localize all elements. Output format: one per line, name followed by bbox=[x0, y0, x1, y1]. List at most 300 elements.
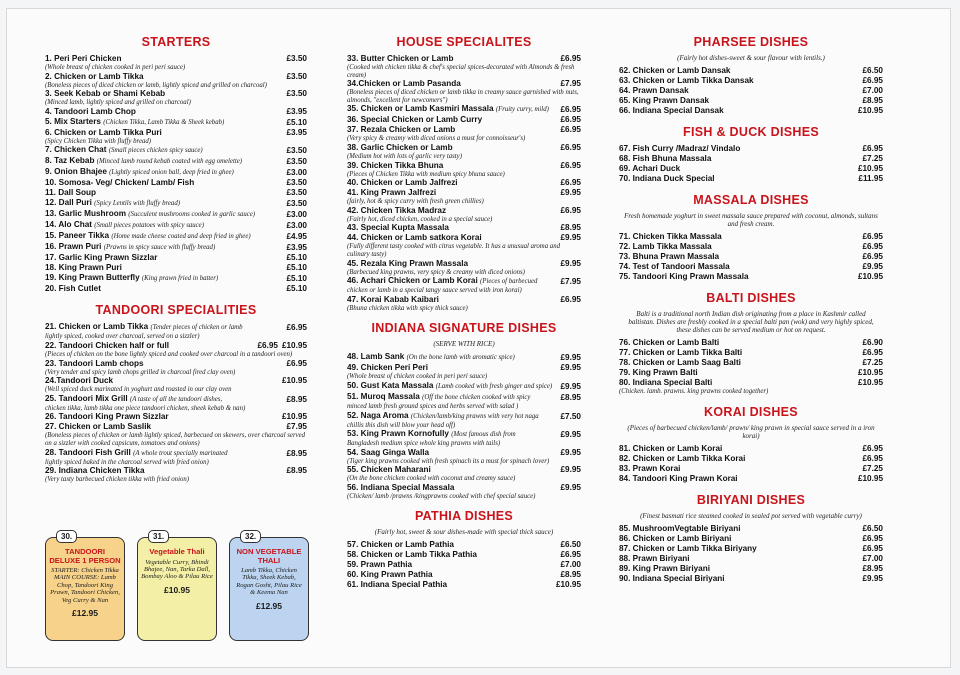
menu-item bbox=[45, 242, 307, 253]
menu-item-inline-desc: (Spicy Lentils with fluffy bread) bbox=[94, 200, 180, 208]
menu-item bbox=[45, 107, 307, 117]
menu-item-heading bbox=[45, 322, 243, 333]
menu-item-name: 6. Chicken or Lamb Tikka Puri bbox=[45, 127, 162, 137]
menu-item-name: 87. Chicken or Lamb Tikka Biriyany bbox=[619, 543, 757, 553]
menu-item-row bbox=[619, 154, 883, 164]
menu-item-heading bbox=[45, 145, 203, 156]
menu-item-prices bbox=[854, 174, 883, 184]
menu-item-price: £8.95 bbox=[286, 394, 307, 404]
menu-item bbox=[619, 358, 883, 368]
menu-item-prices bbox=[283, 221, 308, 231]
menu-item-row bbox=[45, 117, 307, 128]
menu-item-row bbox=[45, 448, 307, 459]
menu-item-price: £6.90 bbox=[862, 338, 883, 347]
menu-item-row bbox=[347, 259, 581, 269]
menu-item-heading bbox=[45, 359, 144, 369]
menu-item-prices bbox=[283, 263, 308, 273]
menu-item-heading bbox=[347, 178, 458, 188]
menu-item bbox=[347, 178, 581, 188]
menu-item-prices bbox=[283, 284, 308, 294]
menu-item-price: £8.95 bbox=[286, 466, 307, 476]
menu-item-inline-desc: (King prawn fried in batter) bbox=[141, 275, 219, 283]
menu-item-description: (Minced lamb, lightly spiced and grilled on charcoal) bbox=[45, 99, 191, 107]
menu-item-price: £6.95 bbox=[560, 294, 581, 304]
menu-item-price: £6.95 bbox=[286, 358, 307, 368]
menu-item-price: £6.50 bbox=[862, 523, 883, 533]
menu-item-prices bbox=[859, 154, 884, 164]
menu-item-inline-desc: (Tender pieces of chicken or lamb bbox=[150, 324, 243, 332]
thali-number: 31. bbox=[148, 530, 169, 543]
menu-item-price: £6.95 bbox=[560, 160, 581, 170]
menu-item-row bbox=[45, 231, 307, 242]
menu-item bbox=[347, 259, 581, 277]
menu-item-row bbox=[619, 96, 883, 106]
menu-item-heading bbox=[45, 242, 215, 253]
menu-item-price: £10.95 bbox=[857, 473, 883, 483]
menu-item-price: £10.95 bbox=[281, 412, 307, 422]
menu-item-heading bbox=[619, 444, 722, 454]
menu-item-name: 66. Indiana Special Dansak bbox=[619, 106, 724, 115]
menu-item-prices bbox=[557, 295, 582, 305]
menu-item-row bbox=[45, 253, 307, 263]
menu-item-description: (Whole breast of chicken cooked in peri peri sauce) bbox=[45, 64, 186, 71]
menu-item-inline-desc: (Home made cheese coated and deep fried in ghee) bbox=[111, 233, 251, 241]
menu-item bbox=[619, 164, 883, 174]
menu-item-name: 68. Fish Bhuna Massala bbox=[619, 154, 712, 163]
menu-item-description: Bangladesh medium spice whole king prawns with tails) bbox=[347, 440, 501, 448]
menu-item bbox=[619, 96, 883, 106]
menu-item-row bbox=[619, 272, 883, 282]
menu-item-prices bbox=[283, 449, 308, 459]
menu-item-prices bbox=[283, 89, 308, 99]
menu-item bbox=[347, 223, 581, 233]
menu-item-prices bbox=[859, 76, 884, 86]
menu-item-price: £6.95 bbox=[862, 533, 883, 543]
menu-item-row bbox=[619, 464, 883, 474]
menu-item-heading bbox=[619, 564, 710, 574]
menu-item-name: 47. Korai Kabab Kaibari bbox=[347, 294, 439, 304]
menu-item-heading bbox=[619, 534, 731, 544]
menu-item-row bbox=[45, 128, 307, 138]
menu-item-heading bbox=[45, 448, 228, 459]
menu-item bbox=[619, 378, 883, 388]
menu-item-heading bbox=[347, 259, 468, 269]
menu-item-description: (Fully different tasty cooked with citrus vegetable. It has a unusual aroma and culinary tasty) bbox=[347, 243, 560, 258]
menu-item-row bbox=[619, 164, 883, 174]
menu-item-description: (Barbecued king prawns, very spicy & creamy with diced onions) bbox=[347, 268, 525, 276]
starters-list bbox=[45, 54, 307, 294]
menu-item bbox=[619, 174, 883, 184]
menu-item-price: £9.95 bbox=[560, 447, 581, 457]
menu-item-prices bbox=[283, 157, 308, 167]
menu-item-prices bbox=[557, 259, 582, 269]
menu-item-prices bbox=[557, 143, 582, 153]
menu-item-heading bbox=[347, 465, 431, 475]
menu-item-inline-desc: (Lamb cooked with fresh ginger and spice) bbox=[435, 382, 553, 390]
menu-item bbox=[45, 448, 307, 467]
menu-item-price: £6.95 bbox=[862, 453, 883, 463]
menu-item-prices bbox=[859, 348, 884, 358]
menu-item bbox=[619, 574, 883, 584]
menu-item-name: 45. Rezala King Prawn Massala bbox=[347, 258, 469, 268]
menu-item-price: £3.50 bbox=[286, 146, 307, 156]
menu-item bbox=[45, 359, 307, 377]
menu-item-prices bbox=[859, 544, 884, 554]
menu-item-row bbox=[347, 104, 581, 115]
menu-item-heading bbox=[619, 338, 719, 348]
menu-item-row bbox=[619, 86, 883, 96]
menu-item-row bbox=[619, 66, 883, 76]
menu-item bbox=[347, 188, 581, 206]
menu-item-heading bbox=[619, 358, 741, 368]
menu-item-row bbox=[619, 444, 883, 454]
menu-item-prices bbox=[557, 550, 582, 560]
section-title-korai: KORAI DISHES bbox=[704, 404, 798, 419]
menu-item-name: 74. Test of Tandoori Massala bbox=[619, 262, 730, 271]
menu-item-name: 46. Achari Chicken or Lamb Korai bbox=[347, 276, 478, 286]
thali-box-32 bbox=[229, 532, 309, 641]
menu-item-prices bbox=[283, 359, 308, 369]
menu-item-heading bbox=[347, 429, 516, 440]
menu-item-heading bbox=[347, 363, 428, 373]
menu-item bbox=[45, 89, 307, 107]
menu-item-prices bbox=[557, 125, 582, 135]
menu-item-name: 5. Mix Starters bbox=[45, 116, 101, 126]
menu-item-row bbox=[347, 276, 581, 287]
menu-item bbox=[45, 198, 307, 209]
menu-item-description: (Boneless pieces of diced chicken or lamb tikka in creamy sauce garnished with nuts, almonds, "excellent for newcomers") bbox=[347, 89, 579, 104]
menu-item-price: £10.95 bbox=[857, 368, 883, 377]
menu-item-name: 7. Chicken Chat bbox=[45, 145, 107, 155]
thali-price: £12.95 bbox=[256, 600, 282, 611]
menu-item-price: £3.50 bbox=[286, 71, 307, 81]
menu-item-name: 40. Chicken or Lamb Jalfrezi bbox=[347, 178, 458, 188]
menu-item-row bbox=[45, 412, 307, 422]
menu-item-name: 70. Indiana Duck Special bbox=[619, 174, 715, 183]
menu-item-description: (Cooked with chicken tikka & chef's special spices-decorated with Almonds & fresh cream) bbox=[347, 64, 575, 79]
menu-item-name: 56. Indiana Special Massala bbox=[347, 482, 455, 492]
menu-item-name: 44. Chicken or Lamb satkora Korai bbox=[347, 233, 482, 243]
thali-number: 30. bbox=[56, 530, 77, 543]
menu-item-price: £6.95 bbox=[560, 54, 581, 63]
menu-item-name: 53. King Prawn Kornofully bbox=[347, 429, 449, 439]
menu-item-price: £3.00 bbox=[286, 168, 307, 178]
menu-item-description: (Boneless pieces of chicken or lamb lightly spiced, barbecued on skewers, over charcoal served on a sizzler with cooked capsicum, tomatoes and onions) bbox=[45, 432, 306, 447]
menu-item-prices bbox=[283, 168, 308, 178]
menu-item-price: £8.95 bbox=[286, 448, 307, 458]
menu-item-prices bbox=[283, 323, 308, 333]
menu-item-price: £9.95 bbox=[862, 262, 883, 271]
menu-item-heading bbox=[45, 54, 121, 64]
indiana-list bbox=[347, 352, 581, 500]
menu-item-prices bbox=[859, 66, 884, 76]
menu-item-heading bbox=[45, 156, 242, 167]
menu-item-price: £9.95 bbox=[560, 430, 581, 440]
menu-item-prices bbox=[557, 483, 582, 493]
menu-item-row bbox=[347, 483, 581, 493]
menu-item-row bbox=[347, 295, 581, 305]
menu-item-price: £10.95 bbox=[857, 106, 883, 115]
menu-item bbox=[619, 242, 883, 252]
section-subtitle-pathia: (Fairly hot, sweet & sour dishes-made with special thick sauce) bbox=[374, 528, 554, 537]
menu-item-name: 77. Chicken or Lamb Tikka Balti bbox=[619, 348, 743, 357]
menu-item bbox=[619, 544, 883, 554]
menu-item-description: chillis this dish will blow your head off) bbox=[347, 421, 456, 429]
menu-item-heading bbox=[45, 178, 194, 188]
menu-item bbox=[347, 54, 581, 79]
menu-item-price: £9.95 bbox=[560, 381, 581, 391]
menu-item-heading bbox=[45, 284, 101, 294]
menu-item-name: 8. Taz Kebab bbox=[45, 156, 95, 166]
menu-item-price: £7.00 bbox=[862, 86, 883, 95]
menu-item-name: 28. Tandoori Fish Grill bbox=[45, 447, 131, 457]
menu-item-prices bbox=[557, 560, 582, 570]
menu-item-name: 67. Fish Curry /Madraz/ Vindalo bbox=[619, 144, 741, 153]
menu-item-prices bbox=[859, 144, 884, 154]
menu-item-prices bbox=[283, 72, 308, 82]
menu-item-price: £8.95 bbox=[560, 392, 581, 402]
menu-item-price: £9.95 bbox=[560, 188, 581, 198]
menu-item-price: £7.95 bbox=[560, 79, 581, 89]
menu-item-row bbox=[347, 223, 581, 233]
menu-item-price: £9.95 bbox=[560, 465, 581, 475]
menu-item-inline-desc: (Off the bone chicken cooked with spicy bbox=[422, 393, 531, 401]
menu-item-heading bbox=[619, 66, 730, 76]
menu-item bbox=[347, 161, 581, 179]
menu-item-heading bbox=[347, 79, 461, 89]
menu-item-price: £5.10 bbox=[286, 117, 307, 127]
menu-item bbox=[619, 534, 883, 544]
menu-item bbox=[347, 540, 581, 550]
menu-item-row bbox=[619, 378, 883, 388]
menu-item-prices bbox=[283, 253, 308, 263]
menu-item bbox=[619, 144, 883, 154]
menu-item-inline-desc: (Succulent mushrooms cooked in garlic sauce) bbox=[128, 211, 256, 219]
menu-item-heading bbox=[619, 554, 690, 564]
menu-item bbox=[347, 115, 581, 125]
menu-item-row bbox=[619, 106, 883, 116]
menu-item-prices bbox=[283, 178, 308, 188]
menu-item-price: £5.10 bbox=[286, 284, 307, 294]
menu-item-row bbox=[45, 198, 307, 209]
menu-item-prices bbox=[557, 206, 582, 216]
menu-item bbox=[619, 106, 883, 116]
menu-item-prices bbox=[283, 243, 308, 253]
menu-item-price: £7.00 bbox=[560, 560, 581, 570]
menu-item-price: £9.95 bbox=[560, 258, 581, 268]
menu-item bbox=[45, 422, 307, 447]
menu-item-price: £7.95 bbox=[286, 422, 307, 432]
menu-item-heading bbox=[619, 262, 730, 272]
menu-item-description: (Pieces of chicken on the bone lightly spiced and cooked over charcoal in a tandoori oven) bbox=[45, 350, 293, 358]
menu-item-price: £7.95 bbox=[560, 277, 581, 287]
menu-item-name: 80. Indiana Special Balti bbox=[619, 378, 713, 387]
thali-number: 32. bbox=[240, 530, 261, 543]
menu-item-name: 4. Tandoori Lamb Chop bbox=[45, 106, 136, 116]
menu-item-row bbox=[45, 394, 307, 405]
menu-item-name: 51. Muroq Massala bbox=[347, 391, 420, 401]
menu-item-name: 90. Indiana Special Biriyani bbox=[619, 573, 725, 583]
menu-item-prices bbox=[859, 96, 884, 106]
menu-item bbox=[619, 154, 883, 164]
menu-item-name: 63. Chicken or Lamb Tikka Dansak bbox=[619, 76, 754, 85]
menu-item-price: £6.95 bbox=[862, 76, 883, 85]
menu-item bbox=[45, 145, 307, 156]
menu-item-row bbox=[619, 358, 883, 368]
thali-title: NON VEGETABLE THALI bbox=[236, 547, 302, 565]
menu-item-prices bbox=[557, 105, 582, 115]
menu-item-row bbox=[619, 574, 883, 584]
menu-item-heading bbox=[347, 104, 549, 115]
menu-item-description: (Whole breast of chicken cooked in peri peri sauce) bbox=[347, 373, 488, 381]
menu-item-heading bbox=[619, 454, 745, 464]
menu-item-price: £3.95 bbox=[286, 127, 307, 137]
korai-list bbox=[619, 444, 883, 484]
menu-item bbox=[45, 72, 307, 90]
menu-item-prices bbox=[859, 464, 884, 474]
menu-item-price: £6.95 bbox=[560, 105, 581, 115]
menu-item bbox=[347, 550, 581, 560]
menu-item-price: £7.25 bbox=[862, 358, 883, 367]
menu-item bbox=[347, 143, 581, 161]
menu-item bbox=[45, 394, 307, 413]
menu-item-name: 54. Saag Ginga Walla bbox=[347, 447, 430, 457]
menu-item-prices bbox=[283, 274, 308, 284]
menu-item-prices bbox=[859, 534, 884, 544]
menu-item-row bbox=[347, 206, 581, 216]
menu-item-name: 15. Paneer Tikka bbox=[45, 231, 110, 241]
menu-item-name: 58. Chicken or Lamb Tikka Pathia bbox=[347, 550, 477, 560]
menu-item bbox=[347, 560, 581, 570]
menu-item-heading bbox=[45, 466, 145, 476]
menu-item-heading bbox=[619, 378, 712, 388]
menu-item-name: 52. Naga Aroma bbox=[347, 410, 409, 420]
menu-item-heading bbox=[347, 125, 455, 135]
fish-list bbox=[619, 144, 883, 184]
menu-item-prices bbox=[557, 393, 582, 403]
menu-item-heading bbox=[45, 198, 180, 209]
menu-item-prices bbox=[557, 233, 582, 243]
menu-item-name: 21. Chicken or Lamb Tikka bbox=[45, 322, 149, 332]
menu-item-price: £9.95 bbox=[560, 363, 581, 373]
menu-item-prices bbox=[854, 474, 883, 484]
menu-item-row bbox=[347, 54, 581, 64]
menu-item-heading bbox=[347, 560, 412, 570]
menu-item-row bbox=[347, 115, 581, 125]
menu-item-heading bbox=[619, 174, 715, 184]
column-right bbox=[619, 35, 883, 584]
menu-item bbox=[45, 273, 307, 284]
menu-item-row bbox=[45, 341, 307, 351]
menu-item-name: 48. Lamb Sank bbox=[347, 352, 405, 362]
menu-item-prices bbox=[283, 210, 308, 220]
menu-item-price: £9.95 bbox=[560, 482, 581, 492]
menu-item-name: 79. King Prawn Balti bbox=[619, 368, 698, 377]
menu-item-description: (Medium hot with lots of garlic very tasty) bbox=[347, 152, 462, 160]
menu-item-heading bbox=[619, 106, 724, 116]
menu-item-prices bbox=[283, 466, 308, 476]
menu-item-heading bbox=[45, 188, 96, 198]
menu-item-heading bbox=[45, 167, 234, 178]
menu-item-heading bbox=[619, 232, 722, 242]
menu-item-prices bbox=[253, 341, 307, 351]
menu-item-prices bbox=[859, 252, 884, 262]
menu-item-row bbox=[45, 107, 307, 117]
menu-item-name: 26. Tandoori King Prawn Sizzlar bbox=[45, 412, 169, 422]
menu-item-prices bbox=[859, 232, 884, 242]
menu-item-heading bbox=[347, 54, 453, 64]
menu-item bbox=[619, 564, 883, 574]
menu-item bbox=[45, 263, 307, 273]
menu-item-name: 62. Chicken or Lamb Dansak bbox=[619, 66, 731, 75]
menu-item-name: 83. Prawn Korai bbox=[619, 463, 681, 473]
menu-item-row bbox=[619, 232, 883, 242]
balti-note: (Chicken. lamb. prawns. king prawns cooked together) bbox=[619, 388, 769, 395]
thali-boxes bbox=[45, 529, 307, 659]
section-subtitle-pharsee: (Fairly hot dishes-sweet & sour flavour with lentils.) bbox=[677, 54, 825, 62]
menu-item-prices bbox=[557, 363, 582, 373]
thali-price: £10.95 bbox=[164, 584, 190, 595]
menu-item-price: £3.95 bbox=[286, 106, 307, 116]
menu-item-prices bbox=[283, 199, 308, 209]
menu-item-name: 81. Chicken or Lamb Korai bbox=[619, 443, 723, 453]
menu-item-price: £6.50 bbox=[862, 66, 883, 75]
menu-item-name: 24.Tandoori Duck bbox=[45, 376, 114, 386]
menu-item bbox=[45, 220, 307, 231]
menu-item-description: (Boneless pieces of diced chicken or lamb, lightly spiced and grilled on charcoal) bbox=[45, 81, 267, 89]
menu-item bbox=[45, 128, 307, 146]
menu-item-row bbox=[347, 143, 581, 153]
menu-item-row bbox=[45, 422, 307, 432]
menu-item-prices bbox=[557, 223, 582, 233]
menu-item-prices bbox=[557, 540, 582, 550]
menu-item bbox=[45, 284, 307, 294]
menu-item-name: 64. Prawn Dansak bbox=[619, 86, 689, 95]
menu-item-prices bbox=[854, 368, 883, 378]
menu-item-name: 85. MushroomVegtable Biriyani bbox=[619, 523, 741, 533]
menu-item-inline-desc: (Fruity curry, mild) bbox=[495, 106, 549, 114]
menu-item-heading bbox=[347, 206, 446, 216]
menu-item-price: £6.95 bbox=[560, 205, 581, 215]
menu-item-inline-desc: (Most famous dish from bbox=[451, 431, 516, 439]
menu-item-heading bbox=[45, 89, 165, 99]
menu-item-heading bbox=[347, 540, 454, 550]
menu-item-heading bbox=[619, 144, 740, 154]
menu-item-price: £6.95 bbox=[560, 115, 581, 125]
menu-item-row bbox=[45, 242, 307, 253]
menu-item-price: £10.95 bbox=[281, 376, 307, 386]
menu-item-row bbox=[619, 262, 883, 272]
menu-item-row bbox=[619, 524, 883, 534]
menu-item bbox=[347, 104, 581, 115]
menu-item-name: 39. Chicken Tikka Bhuna bbox=[347, 160, 444, 170]
menu-item-prices bbox=[859, 242, 884, 252]
menu-item-price: £6.95 bbox=[862, 348, 883, 357]
menu-item-heading bbox=[45, 394, 222, 405]
menu-item-row bbox=[619, 454, 883, 464]
menu-item-row bbox=[45, 220, 307, 231]
menu-item-price: £6.50 bbox=[560, 540, 581, 550]
menu-item-heading bbox=[347, 448, 429, 458]
menu-item-price: £7.50 bbox=[560, 411, 581, 421]
menu-item-price: £6.95 bbox=[257, 340, 278, 350]
menu-item-name: 59. Prawn Pathia bbox=[347, 560, 413, 570]
menu-item-price: £3.50 bbox=[286, 188, 307, 198]
menu-item-row bbox=[45, 188, 307, 198]
menu-item-name: 82. Chicken or Lamb Tikka Korai bbox=[619, 453, 746, 463]
menu-item-price: £8.95 bbox=[862, 563, 883, 573]
menu-item-description: (fairly, hot & spicy curry with fresh green chillies) bbox=[347, 198, 484, 206]
